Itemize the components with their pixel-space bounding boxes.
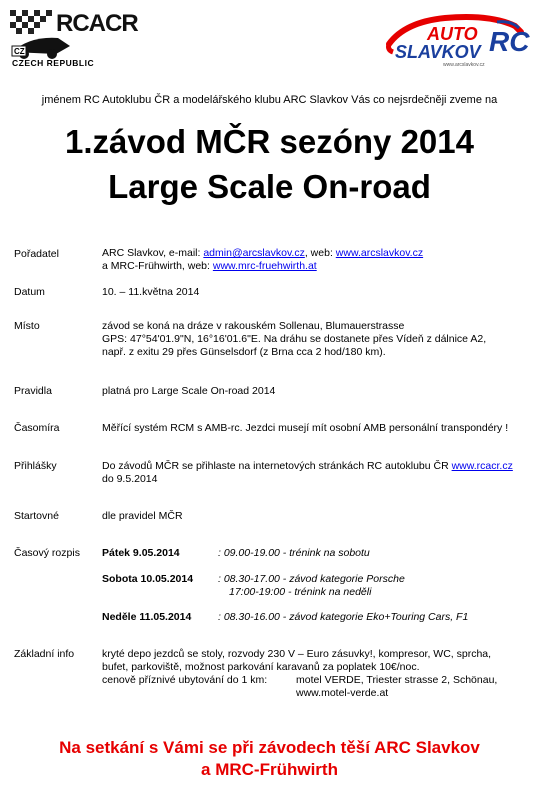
misto-line-3: např. z exitu 29 přes Günselsdorf (z Brna cca 2 hod/180 km). [102,346,386,358]
rcacr-link[interactable]: www.rcacr.cz [451,460,513,472]
schedule-day-2-time: : 08.30-17.00 - závod kategorie Porsche [218,573,405,585]
schedule-day-3: Neděle 11.05.2014 [102,611,192,623]
email-link[interactable]: admin@arcslavkov.cz [203,247,305,259]
intro-text: jménem RC Autoklubu ČR a modelářského klubu ARC Slavkov Vás co nejsrdečněji zveme na [41,94,498,106]
misto-gps-line: GPS: 47°54'01.9"N, 16°16'01.6"E. Na dráhu se dostanete přes Vídeň z dálnice A2, [102,333,487,345]
page-title: 1.závod MČR sezóny 2014 [65,123,474,160]
label-pravidla: Pravidla [14,385,52,397]
label-datum: Datum [14,286,45,298]
value-zakladni-web: www.motel-verde.at [296,687,389,699]
rcacr-logo [10,8,138,68]
schedule-day-2-time-2: 17:00-19:00 - trénink na neděli [229,586,372,598]
rc-wordmark: RC [489,26,530,57]
prihlasky-text: Do závodů MČR se přihlaste na internetových stránkách RC autoklubu ČR [102,460,452,472]
value-zakladni-1: kryté depo jezdců se stoly, rozvody 230 V – Euro zásuvky!, kompresor, WC, sprcha, [102,648,492,660]
auto-wordmark: AUTO [427,24,478,44]
prihlasky-deadline: do 9.5.2014 [102,473,158,485]
schedule-day-2: Sobota 10.05.2014 [102,573,194,585]
slavkov-wordmark: SLAVKOV [395,42,481,62]
value-startovne: dle pravidel MČR [102,510,183,522]
poradatel-web-label: , web: [304,247,336,259]
label-zakladni-info: Základní info [14,648,75,660]
value-zakladni-2: bufet, parkoviště, možnost parkování karavanů za poplatek 10€/noc. [102,661,420,673]
label-casovy-rozpis: Časový rozpis [14,547,80,559]
czech-republic-text: CZECH REPUBLIC [12,58,95,68]
value-poradatel [102,247,423,273]
value-zakladni-3a: cenově příznivé ubytování do 1 km: [102,674,268,686]
footer-line-2: a MRC-Frühwirth [201,760,338,779]
cz-badge: CZ [14,47,25,56]
auto-slavkov-logo [385,10,530,70]
schedule-day-1: Pátek 9.05.2014 [102,547,180,559]
misto-line-1: závod se koná na dráze v rakouském Sollenau, Blumauerstrasse [102,320,405,332]
label-startovne: Startovné [14,510,59,522]
label-poradatel: Pořadatel [14,248,59,260]
rcacr-wordmark: RCACR [56,10,138,37]
schedule-day-1-time: : 09.00-19.00 - trénink na sobotu [218,547,370,559]
value-prihlasky [102,460,513,486]
label-casomira: Časomíra [14,422,60,434]
value-datum: 10. – 11.května 2014 [102,286,200,298]
mrc-fruehwirth-link[interactable]: www.mrc-fruehwirth.at [212,260,317,272]
value-zakladni-3b: motel VERDE, Triester strasse 2, Schönau, [296,674,498,686]
schedule-day-3-time: : 08.30-16.00 - závod kategorie Eko+Touring Cars, F1 [218,611,469,623]
arcslavkov-link[interactable]: www.arcslavkov.cz [335,247,424,259]
label-misto: Místo [14,320,40,332]
value-pravidla: platná pro Large Scale On-road 2014 [102,385,276,397]
page-subtitle: Large Scale On-road [108,168,431,205]
label-prihlasky: Přihlášky [14,460,57,472]
poradatel-text: ARC Slavkov, e-mail: [102,247,204,259]
logo-url-text: www.arcslavkov.cz [443,62,485,68]
footer-line-1: Na setkání s Vámi se při závodech těší ARC Slavkov [59,738,480,757]
value-misto [102,320,486,359]
mrc-text: a MRC-Frühwirth, web: [102,260,213,272]
value-casomira: Měřící systém RCM s AMB-rc. Jezdci musejí mít osobní AMB personální transpondéry ! [102,422,509,434]
